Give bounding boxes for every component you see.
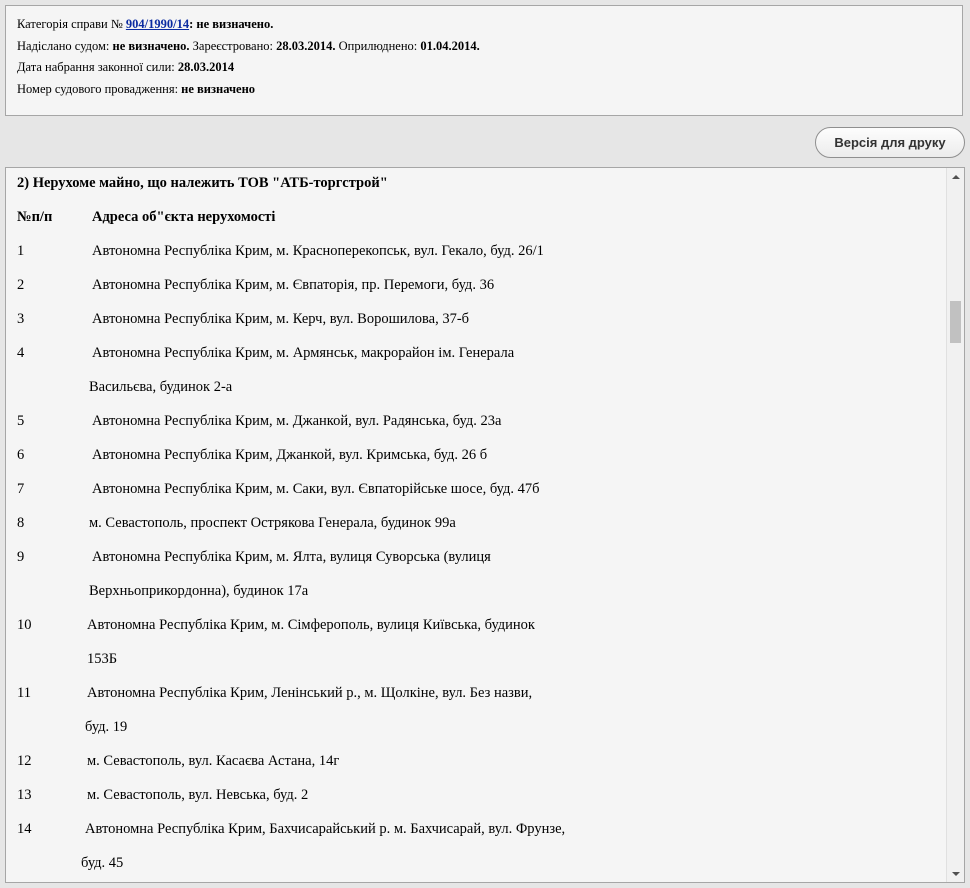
row-address-continuation: буд. 19 <box>85 719 128 735</box>
scrollbar-thumb[interactable] <box>950 301 961 343</box>
row-number: 7 <box>17 481 25 497</box>
row-number: 2 <box>17 277 25 293</box>
row-address: Автономна Республіка Крим, м. Красноперекопськ, вул. Гекало, буд. 26/1 <box>92 243 544 259</box>
row-address-continuation: 153Б <box>87 651 118 667</box>
case-number-link[interactable]: 904/1990/14 <box>125 17 190 31</box>
sent-label: Надіслано судом: <box>17 38 113 53</box>
row-address: м. Севастополь, вул. Касаєва Астана, 14г <box>87 753 340 769</box>
row-address: Автономна Республіка Крим, м. Саки, вул. Євпаторійське шосе, буд. 47б <box>92 481 540 497</box>
row-number: 4 <box>17 345 25 361</box>
row-address: Автономна Республіка Крим, Бахчисарайський р. м. Бахчисарай, вул. Фрунзе, <box>85 821 566 837</box>
published-label: Оприлюднено: <box>335 38 421 53</box>
vertical-scrollbar[interactable] <box>946 168 964 882</box>
row-number: 13 <box>17 787 32 803</box>
scroll-up-arrow-icon[interactable] <box>947 168 964 185</box>
row-number: 11 <box>17 685 31 701</box>
row-number: 1 <box>17 243 25 259</box>
sent-value: не визначено. <box>112 38 190 53</box>
registered-label: Зареєстровано: <box>189 38 277 53</box>
document-content <box>6 168 946 882</box>
case-info-panel <box>5 5 963 116</box>
row-address: Автономна Республіка Крим, Джанкой, вул. Кримська, буд. 26 б <box>92 447 488 463</box>
row-number: 12 <box>17 753 32 769</box>
proceeding-label: Номер судового провадження: <box>17 81 182 96</box>
category-line <box>17 14 951 36</box>
effective-label: Дата набрання законної сили: <box>17 60 178 74</box>
row-address: м. Севастополь, проспект Острякова Генерала, будинок 99а <box>89 515 456 531</box>
row-address: Автономна Республіка Крим, м. Джанкой, вул. Радянська, буд. 23а <box>92 413 502 429</box>
row-address-continuation: Васильєва, будинок 2-а <box>89 379 233 395</box>
row-address: Автономна Республіка Крим, м. Ялта, вулиця Суворська (вулиця <box>92 549 491 565</box>
address-column-header: Адреса об"єкта нерухомості <box>92 209 276 225</box>
proceeding-value: не визначено <box>181 81 256 96</box>
row-number: 9 <box>17 549 25 565</box>
effective-value: 28.03.2014 <box>177 60 235 74</box>
row-address: Автономна Республіка Крим, м. Євпаторія, пр. Перемоги, буд. 36 <box>92 277 495 293</box>
row-number: 5 <box>17 413 25 429</box>
row-address: Автономна Республіка Крим, м. Сімферополь, вулиця Київська, будинок <box>87 617 535 633</box>
category-value: : не визначено. <box>189 17 274 31</box>
dates-line <box>17 36 951 58</box>
effective-date-line <box>17 57 951 79</box>
print-version-button[interactable]: Версія для друку <box>815 127 965 158</box>
row-number: 14 <box>17 821 32 837</box>
row-address: Автономна Республіка Крим, Ленінський р., м. Щолкіне, вул. Без назви, <box>87 685 533 701</box>
row-address-continuation: Верхньоприкордонна), будинок 17а <box>89 583 309 599</box>
row-address: Автономна Республіка Крим, м. Армянськ, макрорайон ім. Генерала <box>92 345 515 361</box>
row-number: 3 <box>17 311 25 327</box>
row-number: 10 <box>17 617 32 633</box>
registered-value: 28.03.2014. <box>276 38 336 53</box>
category-label: Категорія справи № <box>17 17 126 31</box>
published-value: 01.04.2014. <box>420 38 480 53</box>
num-column-header: №п/п <box>17 209 53 225</box>
proceeding-line <box>17 79 951 101</box>
row-address: Автономна Республіка Крим, м. Керч, вул. Ворошилова, 37-б <box>92 311 470 327</box>
section-title: 2) Нерухоме майно, що належить ТОВ "АТБ-торгстрой" <box>17 175 388 191</box>
row-number: 6 <box>17 447 25 463</box>
row-number: 8 <box>17 515 25 531</box>
scroll-down-arrow-icon[interactable] <box>947 865 964 882</box>
row-address-continuation: буд. 45 <box>81 855 124 871</box>
row-address: м. Севастополь, вул. Невська, буд. 2 <box>87 787 309 803</box>
document-panel[interactable] <box>5 167 965 883</box>
